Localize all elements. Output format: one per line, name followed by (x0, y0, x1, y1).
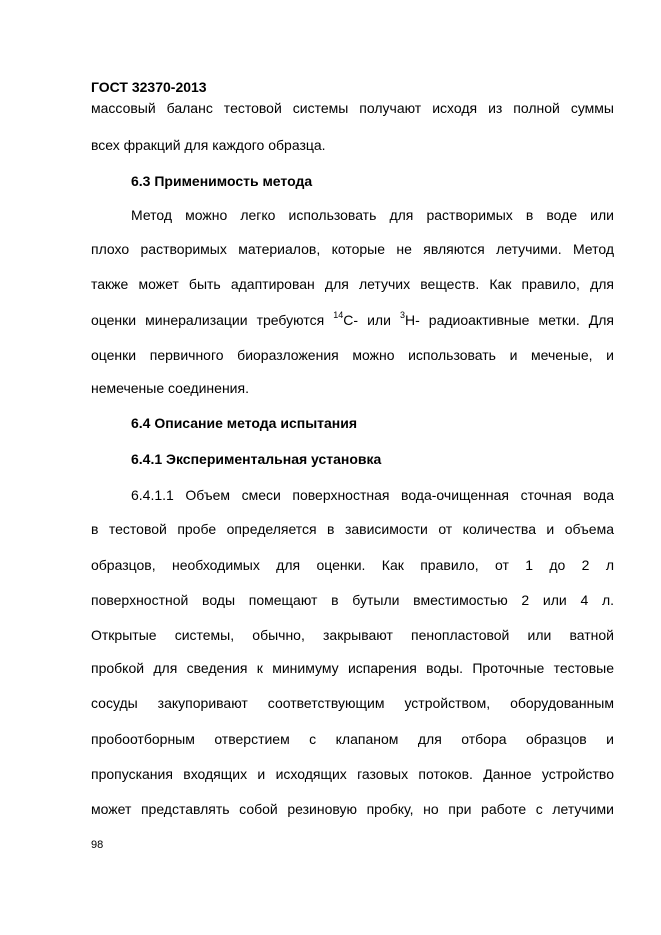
paragraph-line-with-superscripts (91, 312, 614, 329)
document-code-header: ГОСТ 32370-2013 (91, 79, 207, 95)
paragraph-line: Открытые системы, обычно, закрывают пенопластовой или ватной (91, 627, 614, 643)
page-number: 98 (91, 839, 104, 851)
section-heading-6-4-1: 6.4.1 Экспериментальная установка (131, 451, 382, 467)
paragraph-line: пробкой для сведения к минимуму испарения воды. Проточные тестовые (91, 660, 614, 676)
superscript-isotope-mass: 14 (333, 310, 344, 321)
paragraph-line: также может быть адаптирован для летучих веществ. Как правило, для (91, 276, 614, 292)
paragraph-line: плохо растворимых материалов, которые не являются летучими. Метод (91, 241, 614, 257)
text-fragment: оценки минерализации требуются (91, 312, 334, 328)
paragraph-line: образцов, необходимых для оценки. Как правило, от 1 до 2 л (91, 557, 614, 573)
superscript-isotope-mass: 3 (399, 310, 405, 321)
paragraph-line: всех фракций для каждого образца. (91, 137, 326, 153)
text-fragment: С- или (343, 312, 400, 328)
paragraph-line: может представлять собой резиновую пробку, но при работе с летучими (91, 801, 614, 817)
paragraph-line: немеченые соединения. (91, 380, 249, 396)
paragraph-line: 6.4.1.1 Объем смеси поверхностная вода-очищенная сточная вода (131, 487, 614, 503)
paragraph-line: массовый баланс тестовой системы получают исходя из полной суммы (91, 100, 614, 116)
paragraph-line: поверхностной воды помещают в бутыли вместимостью 2 или 4 л. (91, 592, 614, 608)
paragraph-line: сосуды закупоривают соответствующим устройством, оборудованным (91, 695, 614, 711)
text-fragment: Н- радиоактивные метки. Для (404, 312, 614, 328)
paragraph-line: Метод можно легко использовать для растворимых в воде или (131, 207, 614, 223)
paragraph-line: пробоотборным отверстием с клапаном для отбора образцов и (91, 731, 614, 747)
paragraph-line: пропускания входящих и исходящих газовых потоков. Данное устройство (91, 766, 614, 782)
section-heading-6-4: 6.4 Описание метода испытания (131, 415, 358, 431)
paragraph-line: в тестовой пробе определяется в зависимости от количества и объема (91, 521, 614, 537)
paragraph-line: оценки первичного биоразложения можно использовать и меченые, и (91, 347, 614, 363)
section-heading-6-3: 6.3 Применимость метода (131, 173, 313, 189)
